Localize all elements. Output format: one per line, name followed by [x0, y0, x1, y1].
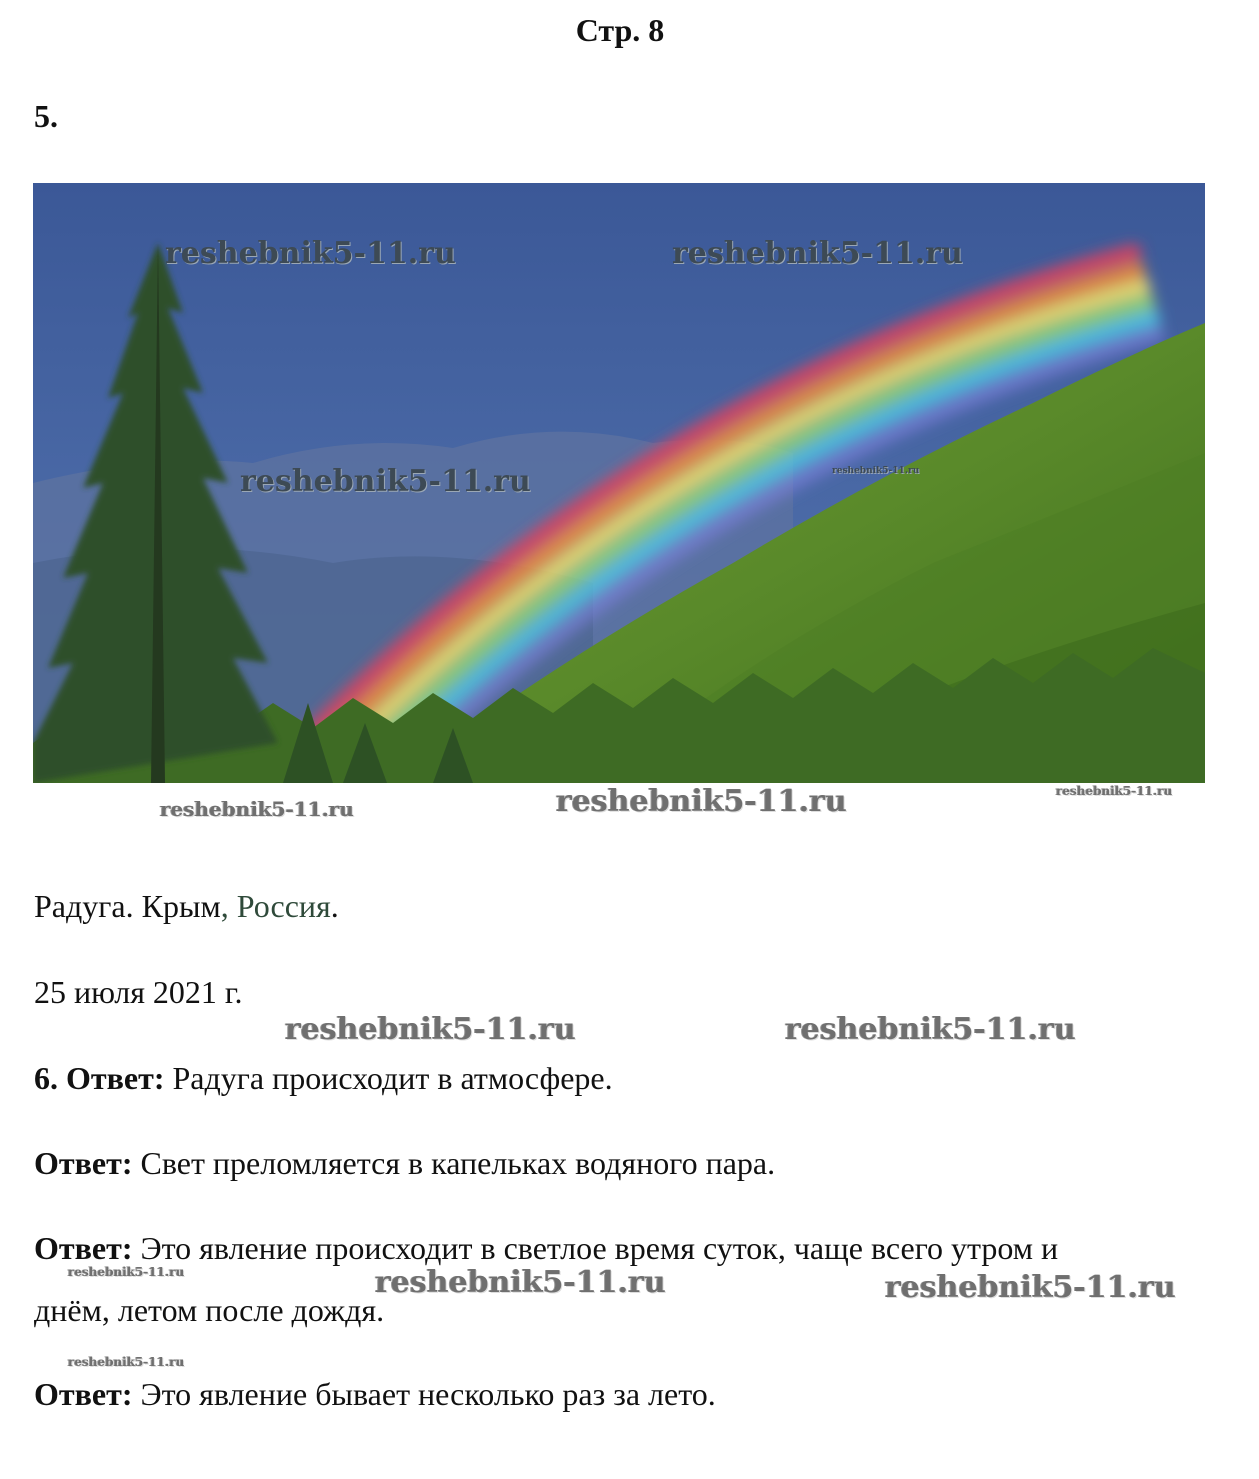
watermark: reshebnik5-11.ru	[556, 784, 847, 819]
rainbow-photo	[33, 183, 1205, 783]
task-number: 5.	[34, 98, 58, 134]
watermark: reshebnik5-11.ru	[68, 1265, 185, 1279]
photo-caption: Радуга. Крым, Россия.	[34, 888, 339, 924]
answer-6-3: Ответ: Это явление происходит в светлое время суток, чаще всего утром и	[34, 1230, 1059, 1266]
answer-6-2: Ответ: Свет преломляется в капельках водяного пара.	[34, 1145, 776, 1181]
watermark: reshebnik5-11.ru	[885, 1270, 1176, 1305]
answer-6-3-cont: днём, летом после дождя.	[34, 1292, 385, 1328]
answer-6-4: Ответ: Это явление бывает несколько раз за лето.	[34, 1376, 716, 1412]
watermark: reshebnik5-11.ru	[165, 236, 456, 271]
watermark: reshebnik5-11.ru	[160, 797, 354, 821]
photo-date: 25 июля 2021 г.	[34, 974, 243, 1010]
watermark: reshebnik5-11.ru	[1056, 784, 1173, 798]
page-title: Стр. 8	[575, 12, 665, 48]
watermark: reshebnik5-11.ru	[785, 1012, 1076, 1047]
watermark: reshebnik5-11.ru	[240, 464, 531, 499]
watermark: reshebnik5-11.ru	[832, 466, 920, 476]
watermark: reshebnik5-11.ru	[375, 1265, 666, 1300]
watermark: reshebnik5-11.ru	[672, 236, 963, 271]
answer-6-1: 6. Ответ: Радуга происходит в атмосфере.	[34, 1060, 613, 1096]
watermark: reshebnik5-11.ru	[68, 1355, 185, 1369]
watermark: reshebnik5-11.ru	[285, 1012, 576, 1047]
